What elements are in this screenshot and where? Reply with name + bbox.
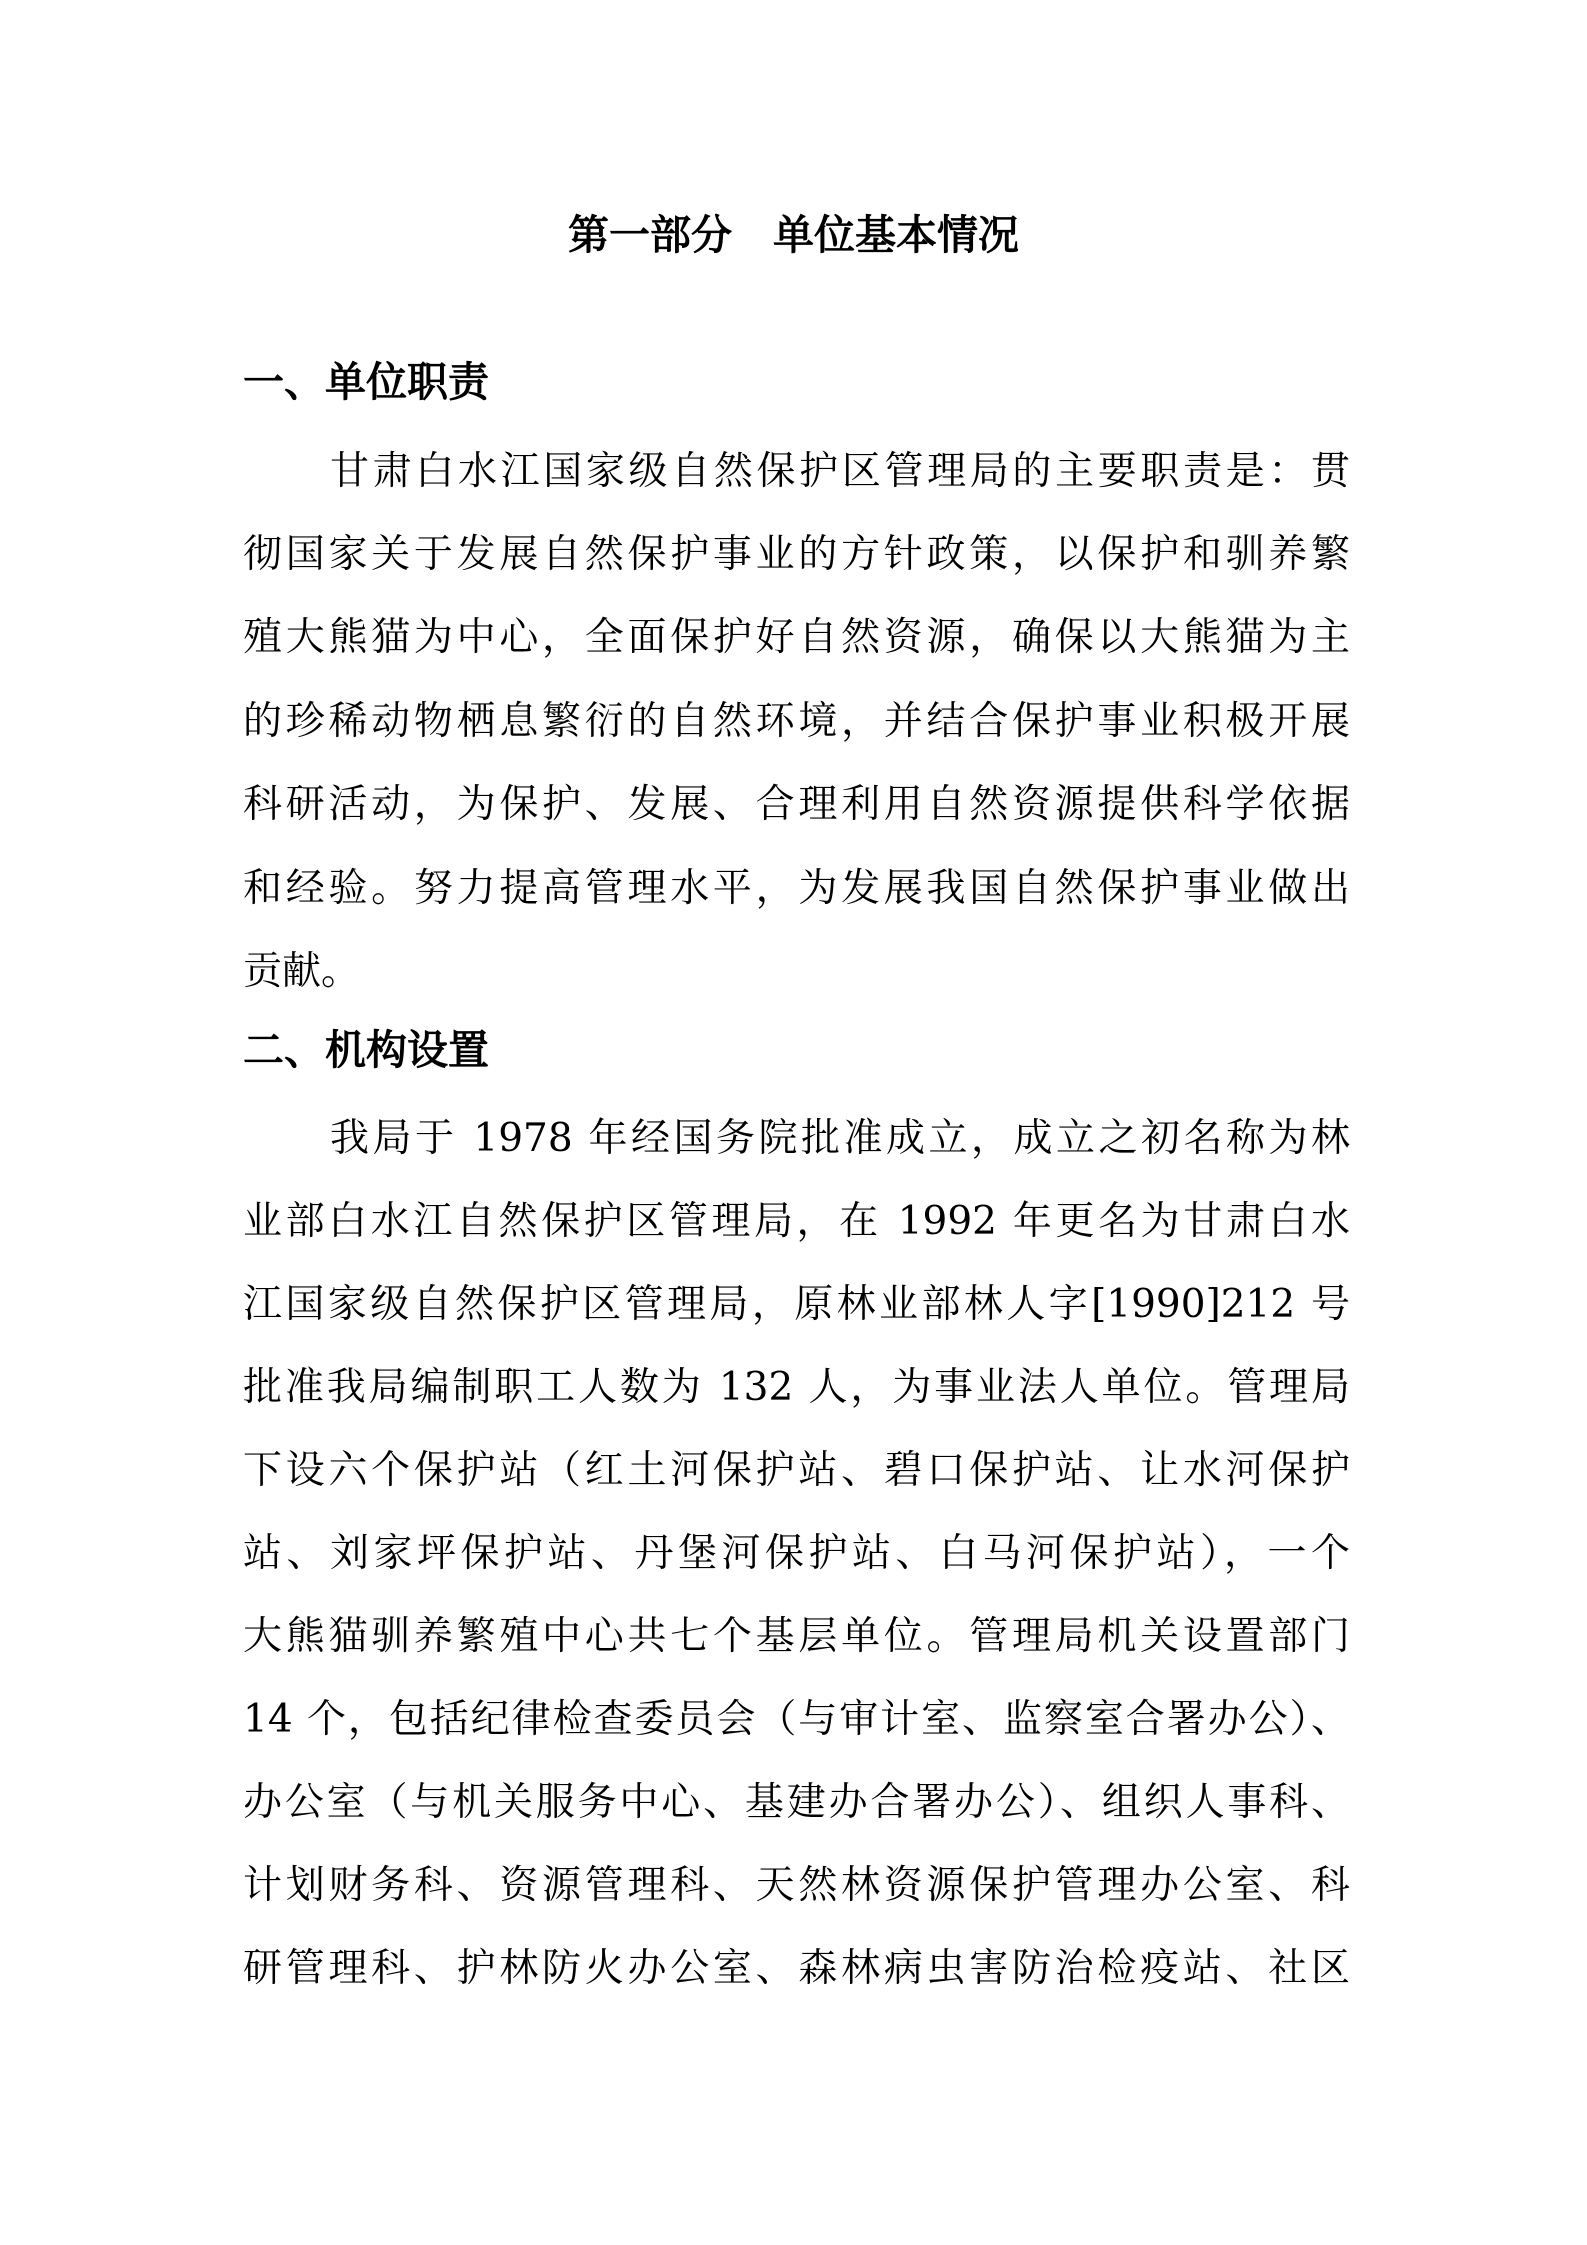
text-line: 的珍稀动物栖息繁衍的自然环境，并结合保护事业积极开展 bbox=[243, 699, 1350, 744]
page-title: 第一部分 单位基本情况 bbox=[568, 211, 1019, 259]
text-line: 我局于 1978 年经国务院批准成立，成立之初名称为林 bbox=[330, 1116, 1350, 1161]
text-line: 和经验。努力提高管理水平，为发展我国自然保护事业做出 bbox=[243, 866, 1350, 911]
text-line: 业部白水江自然保护区管理局，在 1992 年更名为甘肃白水 bbox=[243, 1199, 1350, 1244]
text-line: 办公室（与机关服务中心、基建办合署办公）、组织人事科、 bbox=[243, 1780, 1350, 1825]
text-line: 计划财务科、资源管理科、天然林资源保护管理办公室、科 bbox=[243, 1863, 1350, 1908]
text-line: 14 个，包括纪律检查委员会（与审计室、监察室合署办公）、 bbox=[243, 1697, 1350, 1742]
text-line: 研管理科、护林防火办公室、森林病虫害防治检疫站、社区 bbox=[243, 1946, 1350, 1991]
text-line: 下设六个保护站（红土河保护站、碧口保护站、让水河保护 bbox=[243, 1448, 1350, 1493]
text-line: 彻国家关于发展自然保护事业的方针政策，以保护和驯养繁 bbox=[243, 532, 1350, 577]
text-line: 批准我局编制职工人数为 132 人，为事业法人单位。管理局 bbox=[243, 1365, 1350, 1410]
section-heading-organization: 二、机构设置 bbox=[243, 1026, 489, 1074]
text-line: 江国家级自然保护区管理局，原林业部林人字[1990]212 号 bbox=[243, 1282, 1350, 1327]
text-line: 殖大熊猫为中心，全面保护好自然资源，确保以大熊猫为主 bbox=[243, 615, 1350, 660]
section-heading-duties: 一、单位职责 bbox=[243, 358, 489, 406]
text-line: 大熊猫驯养繁殖中心共七个基层单位。管理局机关设置部门 bbox=[243, 1614, 1350, 1659]
text-line: 科研活动，为保护、发展、合理利用自然资源提供科学依据 bbox=[243, 782, 1350, 827]
text-line: 站、刘家坪保护站、丹堡河保护站、白马河保护站），一个 bbox=[243, 1531, 1350, 1576]
text-line: 甘肃白水江国家级自然保护区管理局的主要职责是：贯 bbox=[330, 449, 1350, 494]
text-line: 贡献。 bbox=[243, 949, 361, 994]
